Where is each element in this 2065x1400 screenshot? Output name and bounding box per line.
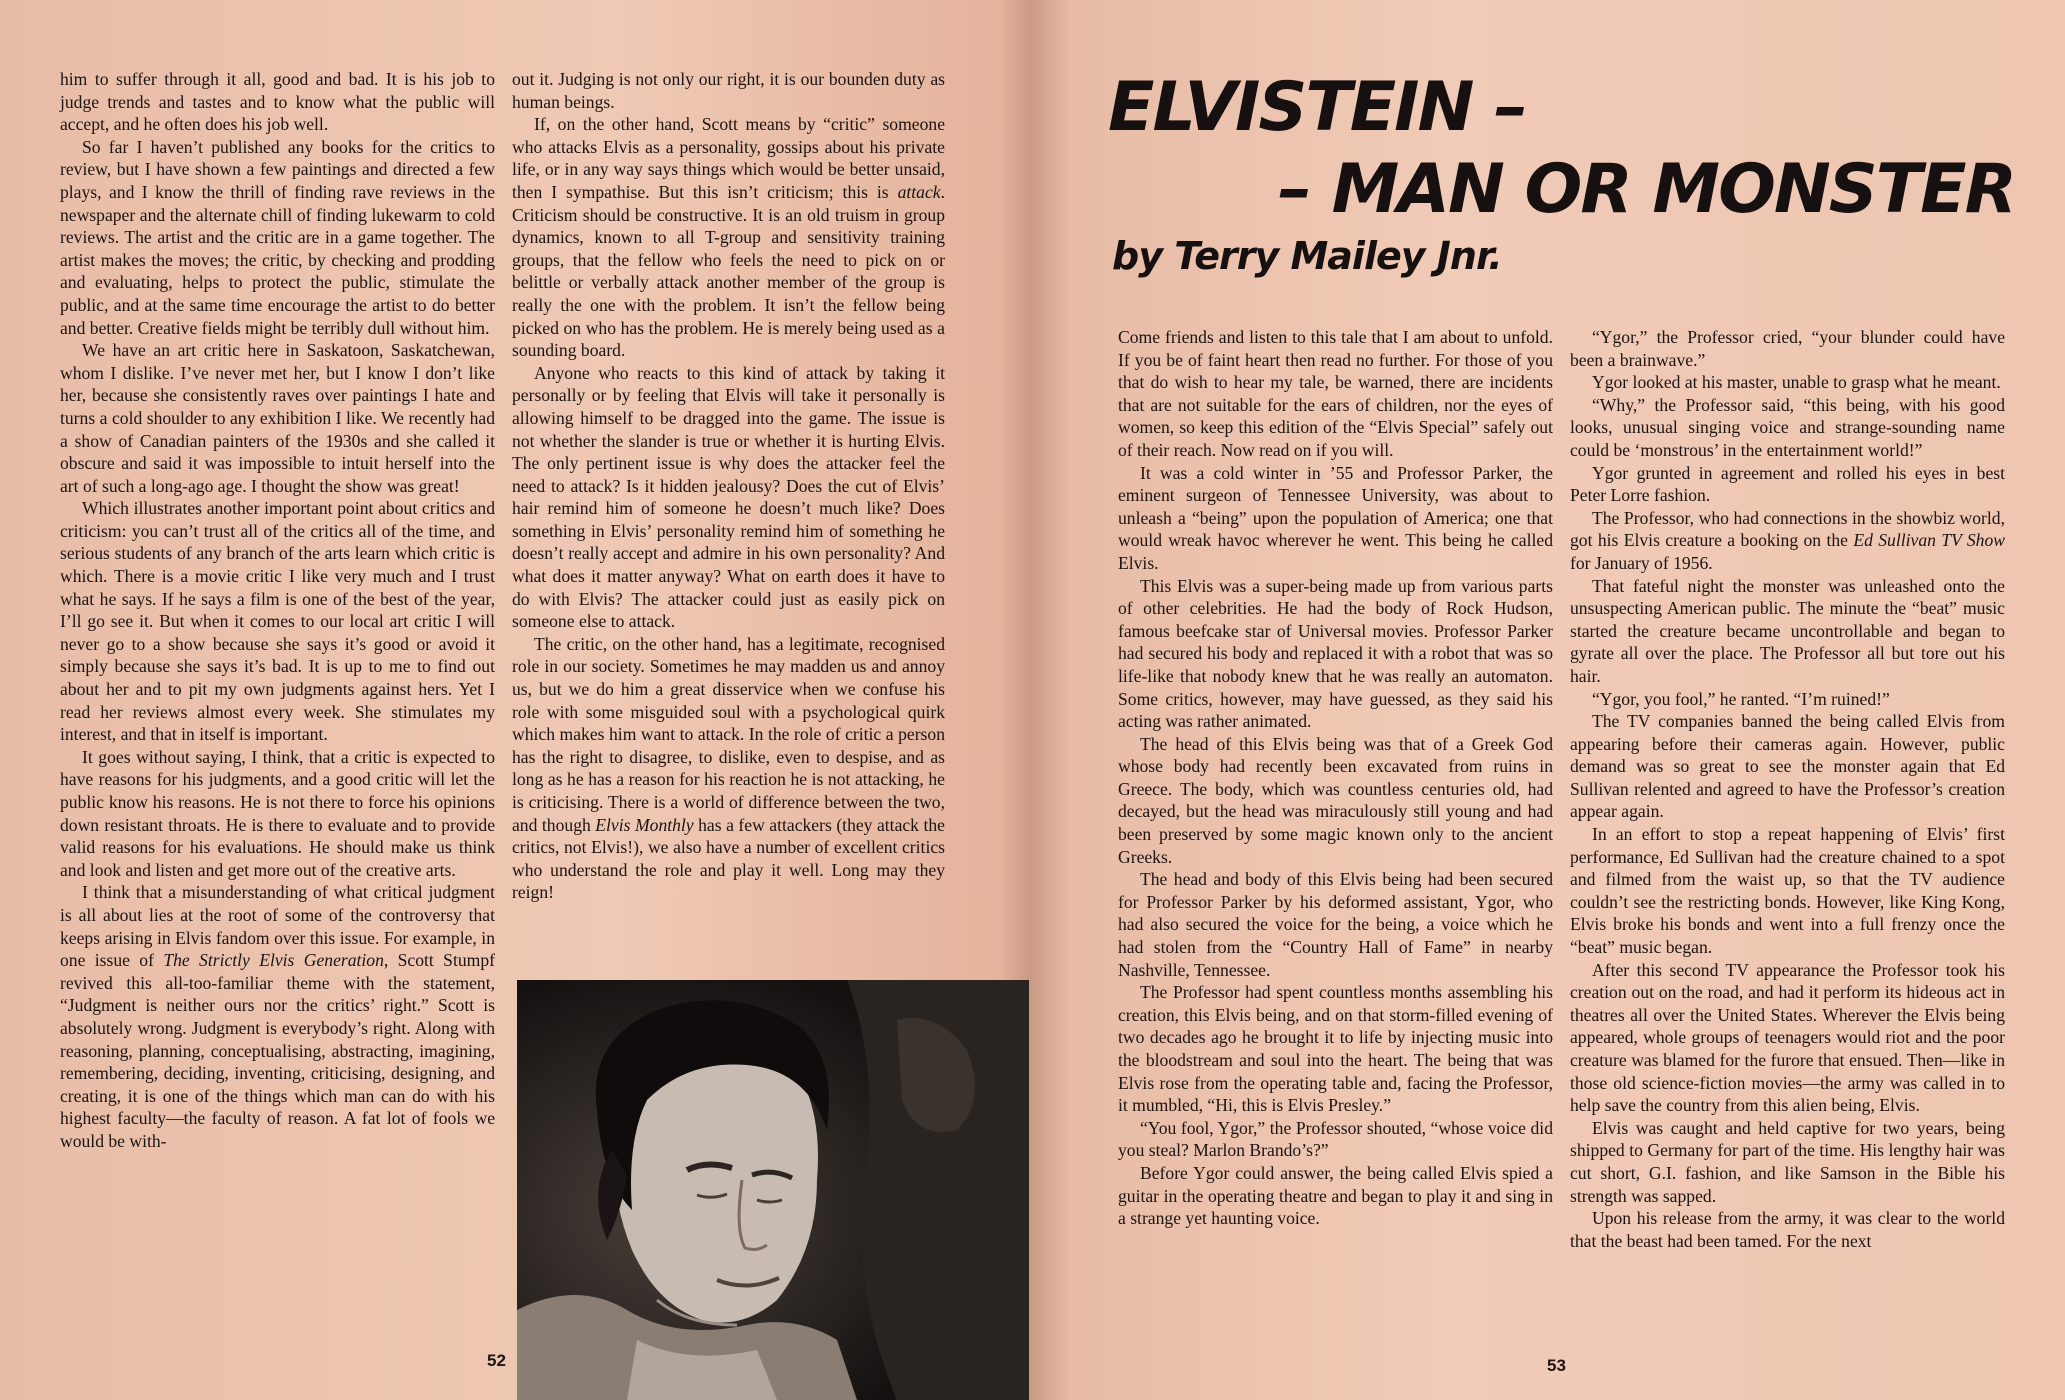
left-column-2 [512,68,945,904]
paragraph: “Ygor, you fool,” he ranted. “I’m ruined!” [1592,688,1890,709]
paragraph: This Elvis was a super-being made up from various parts of other celebrities. He had the body of Rock Hudson, famous beefcake star of Universal movies. Professor Parker had secured his body and replaced it with a robot that was so life-like that nobody knew that he was really an automaton. Some critics, however, may have guessed, as they said his acting was rather animated. [1118,575,1553,732]
paragraph: him to suffer through it all, good and bad. It is his job to judge trends and tastes and to know what the public will accept, and he often does his job well. [60,69,495,135]
paragraph: Ygor looked at his master, unable to grasp what he meant. [1592,372,2001,393]
paragraph: out it. Judging is not only our right, it is our bounden duty as human beings. [512,69,945,112]
paragraph: Come friends and listen to this tale that I am about to unfold. If you be of faint heart then read no further. For those of you that do wish to hear my tale, be warned, there are incidents that are not suitable for the ears of children, nor the eyes of women, so keep this edition of the “Elvis Special” safely out of their reach. Now read on if you will. [1118,327,1553,460]
paragraph: “You fool, Ygor,” the Professor shouted, “whose voice did you steal? Marlon Brando’s?” [1118,1117,1553,1161]
paragraph: If, on the other hand, Scott means by “critic” someone who attacks Elvis as a personality, gossips about his private life, or in any way says things which would be better unsaid, then I sympathise. But this isn’t criticism; this is attack. Criticism should be constructive. It is an old truism in group dynamics, known to all T-group and sensitivity training groups, that the fellow who feels the need to pick on or belittle or verbally attack another member of the group is really the one with the problem. It isn’t the fellow being picked on who has the problem. He is merely being used as a sounding board. [512,114,945,361]
paragraph: After this second TV appearance the Professor took his creation out on the road, and had it perform its hideous act in theatres all over the United States. Wherever the Elvis being appeared, whole groups of teenagers would riot and the poor creature was blamed for the furore that ensued. Then—like in those old science-fiction movies—the army was called in to help save the country from this alien being, Elvis. [1570,959,2005,1116]
right-page [1030,0,2065,1400]
paragraph: It was a cold winter in ’55 and Professor Parker, the eminent surgeon of Tennessee University, was about to unleash a “being” upon the population of America; one that would wreak havoc wherever he went. This being he called Elvis. [1118,462,1553,573]
paragraph: The Professor, who had connections in the showbiz world, got his Elvis creature a booking on the Ed Sullivan TV Show for January of 1956. [1570,507,2005,573]
paragraph: Ygor grunted in agreement and rolled his eyes in best Peter Lorre fashion. [1570,462,2005,506]
elvis-photo [517,980,1029,1400]
right-column-2 [1570,326,2005,1252]
paragraph: “Ygor,” the Professor cried, “your blunder could have been a brainwave.” [1570,327,2005,370]
page-number-right: 53 [1547,1356,1566,1375]
paragraph: Anyone who reacts to this kind of attack by taking it personally or by feeling that Elvis will take it personally is allowing himself to be dragged into the game. The issue is not whether the slander is true or whether it is hurting Elvis. The only pertinent issue is why does the attacker feel the need to attack? Is it hidden jealousy? Does the cut of Elvis’ hair remind him of someone he doesn’t much like? Does something in Elvis’ personality remind him of something he doesn’t really accept and admire in his own personality? And what does it matter anyway? What on earth does it have to do with Elvis? The attacker could just as easily pick on someone else to attack. [512,362,945,632]
paragraph: In an effort to stop a repeat happening of Elvis’ first performance, Ed Sullivan had the creature chained to a spot and filmed from the waist up, so that the TV audience couldn’t see the restricting bonds. However, like King Kong, Elvis broke his bonds and went into a full frenzy once the “beat” music began. [1570,824,2005,958]
paragraph: The head and body of this Elvis being had been secured for Professor Parker by his deformed assistant, Ygor, who had also secured the voice for the being, a voice which he had stolen from the “Country Hall of Fame” in nearby Nashville, Tennessee. [1118,869,1553,980]
paragraph: It goes without saying, I think, that a critic is expected to have reasons for his judgments, and a good critic will let the public know his reasons. He is not there to force his opinions down resistant throats. He is there to evaluate and to provide valid reasons for his evaluations. He should make us think and look and listen and get more out of the creative arts. [60,746,495,880]
paragraph: That fateful night the monster was unleashed onto the unsuspecting American public. The minute the “beat” music started the creature became uncontrollable and began to gyrate all over the place. The Professor all but tore out his hair. [1570,575,2005,686]
portrait-illustration [517,980,1029,1400]
paragraph: The head of this Elvis being was that of a Greek God whose body had recently been excavated from ruins in Greece. The body, which was countless centuries old, had decayed, but the head was miraculously still young and had been preserved by some magic known only to the ancient Greeks. [1118,733,1553,867]
right-column-1 [1118,326,1553,1230]
paragraph: “Why,” the Professor said, “this being, with his good looks, unusual singing voice and strange-sounding name could be ‘monstrous’ in the entertainment world!” [1570,394,2005,460]
left-page [0,0,1030,1400]
left-column-1 [60,68,495,1153]
paragraph: Before Ygor could answer, the being called Elvis spied a guitar in the operating theatre and began to play it and sing in a strange yet haunting voice. [1118,1162,1553,1229]
paragraph: Which illustrates another important point about critics and criticism: you can’t trust all of the critics all of the time, and serious students of any branch of the arts learn which critic is which. There is a movie critic I like very much and I trust what he says. If he says a film is one of the best of the year, I’ll go see it. But when it comes to our local art critic I will never go to a show because she says it’s good or avoid it simply because she says it’s bad. It is up to me to find out about her and to pit my own judgments against hers. Yet I read her reviews almost every week. She stimulates my interest, and that in itself is important. [60,498,495,745]
paragraph: The Professor had spent countless months assembling his creation, this Elvis being, and on that storm-filled evening of two decades ago he brought it to life by injecting music into the bloodstream and soul into the heart. The being that was Elvis rose from the operating table and, facing the Professor, it mumbled, “Hi, this is Elvis Presley.” [1118,982,1553,1116]
article-title-line-1: ELVISTEIN – [1108,68,1527,147]
paragraph: Upon his release from the army, it was clear to the world that the beast had been tamed. For the next [1570,1208,2005,1251]
paragraph: The critic, on the other hand, has a legitimate, recognised role in our society. Sometimes he may madden us and annoy us, but we do him a great disservice when we confuse his role with some misguided soul with a psychological quirk which makes him want to attack. In the role of critic a person has the right to disagree, to dislike, even to despise, and as long as he has a reason for his reaction he is not attacking, he is criticising. There is a world of difference between the two, and though Elvis Monthly has a few attackers (they attack the critics, not Elvis!), we also have a number of excellent critics who understand the role and play it well. Long may they reign! [512,633,945,903]
paragraph: The TV companies banned the being called Elvis from appearing before their cameras again. However, public demand was so great to see the monster again that Ed Sullivan relented and agreed to have the Professor’s creation appear again. [1570,711,2005,822]
paragraph: So far I haven’t published any books for the critics to review, but I have shown a few paintings and directed a few plays, and I know the thrill of finding rave reviews in the newspaper and the alternate chill of finding lukewarm to cold reviews. The artist and the critic are in a game together. The artist makes the moves; the critic, by checking and prodding and evaluating, helps to protect the public, stimulate the public, and at the same time encourage the artist to do better and better. Creative fields might be terribly dull without him. [60,136,495,338]
article-title-line-2: – MAN OR MONSTER [1278,150,2015,229]
byline: by Terry Mailey Jnr. [1112,234,1502,278]
paragraph: We have an art critic here in Saskatoon, Saskatchewan, whom I dislike. I’ve never met her, but I know I don’t like her, because she consistently raves over paintings I hate and turns a cold shoulder to any exhibition I like. We recently had a show of Canadian painters of the 1930s and she called it obscure and said it was impossible to intuit herself into the art of such a long-ago age. I thought the show was great! [60,340,495,496]
paragraph: I think that a misunderstanding of what critical judgment is all about lies at the root of some of the controversy that keeps arising in Elvis fandom over this issue. For example, in one issue of The Strictly Elvis Generation, Scott Stumpf revived this all-too-familiar theme with the statement, “Judgment is neither ours nor the critics’ right.” Scott is absolutely wrong. Judgment is everybody’s right. Along with reasoning, planning, conceptualising, abstracting, imagining, remembering, deciding, inventing, criticising, designing, and creating, it is one of the things which man can do with his highest faculty—the faculty of reason. A fat lot of fools we would be with- [60,882,495,1151]
page-number-left: 52 [487,1351,506,1370]
paragraph: Elvis was caught and held captive for two years, being shipped to Germany for part of the time. His lengthy hair was cut short, G.I. fashion, and like Samson in the Bible his strength was sapped. [1570,1117,2005,1206]
